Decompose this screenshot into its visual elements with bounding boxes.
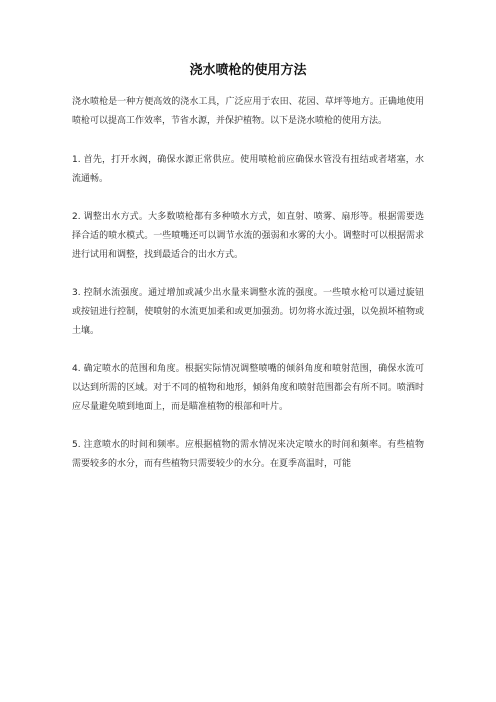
intro-paragraph: 浇水喷枪是一种方便高效的浇水工具，广泛应用于农田、花园、草坪等地方。正确地使用喷枪可以提高工作效率，节省水源，并保护植物。以下是浇水喷枪的使用方法。 xyxy=(72,97,424,126)
step-3-paragraph: 3. 控制水流强度。通过增加或减少出水量来调整水流的强度。一些喷水枪可以通过旋钮或按钮进行控制，使喷射的水流更加柔和或更加强劲。切勿将水流过强，以免损坏植物或土壤。 xyxy=(72,288,424,336)
document-title: 浇水喷枪的使用方法 xyxy=(189,63,307,78)
step-2-paragraph: 2. 调整出水方式。大多数喷枪都有多种喷水方式，如直射、喷雾、扇形等。根据需要选择合适的喷水模式。一些喷嘴还可以调节水流的强弱和水雾的大小。调整时可以根据需求进行试用和调整，找到最适合的出水方式。 xyxy=(72,212,424,260)
step-5-paragraph: 5. 注意喷水的时间和频率。应根据植物的需水情况来决定喷水的时间和频率。有些植物需要较多的水分，而有些植物只需要较少的水分。在夏季高温时，可能 xyxy=(72,440,424,469)
step-4-paragraph: 4. 确定喷水的范围和角度。根据实际情况调整喷嘴的倾斜角度和喷射范围，确保水流可以达到所需的区域。对于不同的植物和地形，倾斜角度和喷射范围都会有所不同。喷洒时应尽量避免喷到地面上，而是瞄准植物的根部和叶片。 xyxy=(72,364,424,412)
step-1-paragraph: 1. 首先，打开水阀，确保水源正常供应。使用喷枪前应确保水管没有扭结或者堵塞，水流通畅。 xyxy=(72,155,424,184)
